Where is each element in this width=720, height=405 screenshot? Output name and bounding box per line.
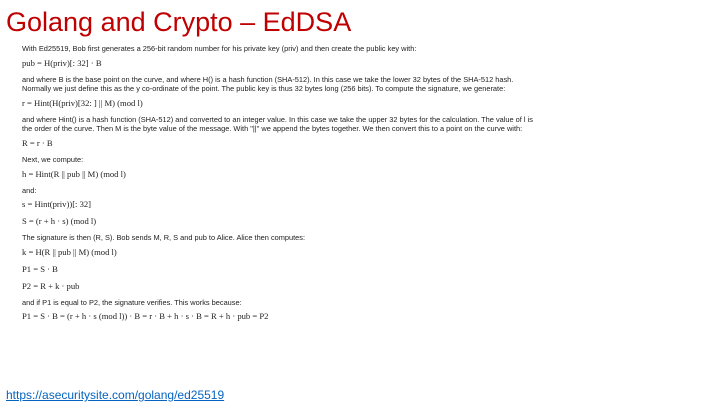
equation-k: k = H(R || pub || M) (mod l) [22, 246, 117, 257]
equation-P2: P2 = R + k · pub [22, 280, 80, 291]
paragraph-and: and: [22, 185, 37, 195]
equation-proof: P1 = S · B = (r + h · s (mod l)) · B = r · B + h · s · B = R + h · pub = P2 [22, 311, 269, 322]
equation-h: h = Hint(R || pub || M) (mod l) [22, 168, 126, 179]
equation-R: R = r · B [22, 137, 53, 148]
paragraph-intro: With Ed25519, Bob first generates a 256-bit random number for his private key (priv) and then create the public key with: [22, 44, 417, 53]
paragraph-next: Next, we compute: [22, 154, 84, 164]
equation-P1: P1 = S · B [22, 263, 58, 274]
paragraph-base-point: and where B is the base point on the curve, and where H() is a hash function (SHA-512). In this case we take the lower 32 bytes of the SHA-512 hash. Normally we just define this as the y co-ordinate of the point. The public key is thus 32 bytes long (256 bits). To compute the signature, we generate: [22, 74, 514, 94]
article-body [22, 44, 542, 328]
source-link[interactable]: https://asecuritysite.com/golang/ed25519 [6, 388, 225, 402]
paragraph-signature: The signature is then (R, S). Bob sends M, R, S and pub to Alice. Alice then computes: [22, 233, 306, 243]
equation-public-key: pub = H(priv)[: 32] · B [22, 57, 102, 68]
equation-s: s = Hint(priv))[: 32] [22, 199, 92, 210]
equation-r: r = Hint(H(priv)[32: ] || M) (mod l) [22, 97, 143, 108]
paragraph-verifies: and if P1 is equal to P2, the signature verifies. This works because: [22, 297, 242, 307]
equation-S: S = (r + h · s) (mod l) [22, 216, 97, 227]
slide-title: Golang and Crypto – EdDSA [6, 7, 352, 37]
paragraph-hint: and where Hint() is a hash function (SHA-512) and converted to an integer value. In this case we take the upper 32 bytes for the calculation. The value of l is the order of the curve. Then M is the byte value of the message. With "||" we append the bytes together. We then convert this to a point on the curve with: [22, 114, 533, 134]
